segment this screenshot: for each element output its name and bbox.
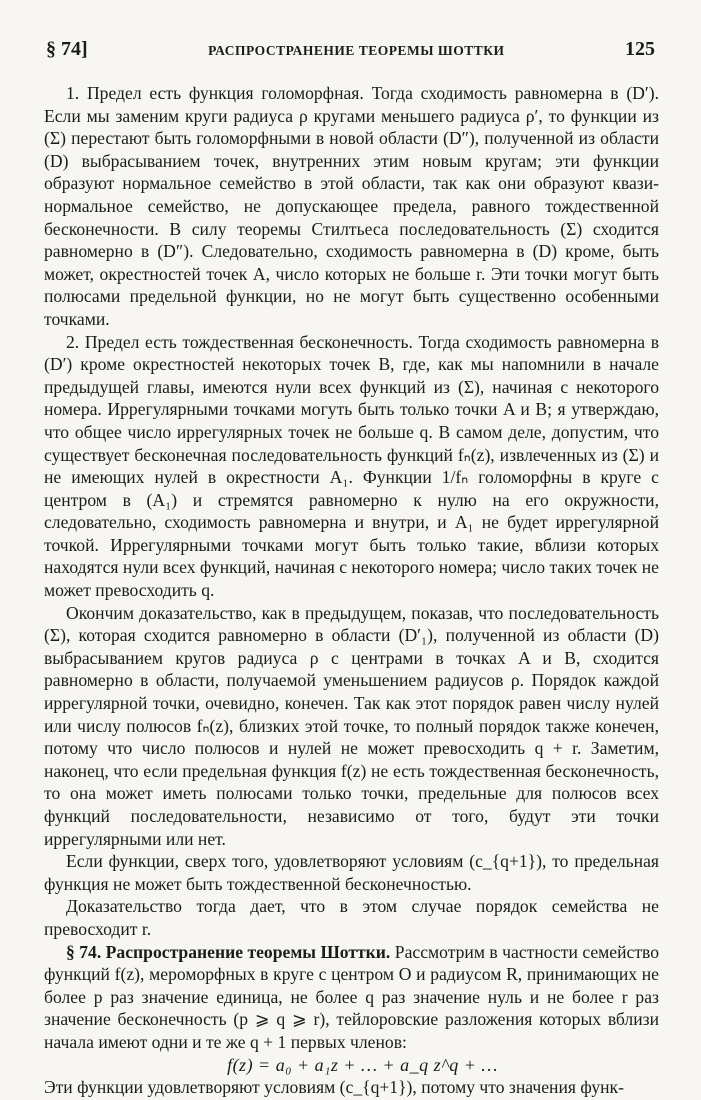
section-74-text: Рассмотрим в частности семейство функций f(z), мероморфных в круге с центром O и радиусом R, принимающих не более p раз значение единица, не более q раз значение нуль и не более r раз значение бесконечность (p ⩾ q ⩾ r), тейлоровские разложения которых вблизи начала имеют одни и те же q + 1 первых членов: (44, 941, 659, 1052)
paragraph-case-1: 1. Предел есть функция голоморфная. Тогда сходимость равномерна в (D′). Если мы заменим круги радиуса ρ кругами меньшего радиуса ρ′, то функции из (Σ) перестают быть голоморфными в новой области (D″), полученной из области (D) выбрасыванием точек, внутренних этим новым кругам; эти функции образуют нормальное семейство в этой области, так как они образуют квази-нормальное семейство, не допускающее предела, равного тождественной бесконечности. В силу теоремы Стилтьеса последовательность (Σ) сходится равномерно в (D″). Следовательно, сходимость равномерна в (D) кроме, быть может, окрестностей точек A, число которых не больше r. Эти точки могут быть полюсами предельной функции, но не могут быть существенно особенными точками. (44, 83, 659, 329)
page-number: 125 (625, 38, 655, 60)
paragraph-conclusion: Окончим доказательство, как в предыдущем, показав, что последовательность (Σ), которая сходится равномерно в области (D′₁), полученной из области (D) выбрасыванием кругов радиуса ρ с центрами в точках A и B, сходится равномерно в области, получаемой уменьшением радиусов ρ. Порядок каждой иррегулярной точки, очевидно, конечен. Так как этот порядок равен числу нулей или числу полюсов fₙ(z), близких этой точке, то полный порядок также конечен, потому что число полюсов и нулей не может превосходить q + r. Заметим, наконец, что если предельная функция f(z) не есть тождественная бесконечность, то она может иметь полюсами только точки, предельные для полюсов всех функций последовательности, независимо от того, будут эти точки иррегулярными или нет. (44, 602, 659, 849)
paragraph-order: Доказательство тогда дает, что в этом случае порядок семейства не превосходит r. (44, 896, 659, 939)
taylor-formula: f(z) = a₀ + a₁z + … + a_q z^q + … (227, 1054, 498, 1075)
header-title: РАСПРОСТРАНЕНИЕ ТЕОРЕМЫ ШОТТКИ (208, 43, 505, 58)
paragraph-condition: Если функции, сверх того, удовлетворяют условиям (c_{q+1}), то предельная функция не может быть тождественной бесконечностью. (44, 851, 659, 894)
page-body (44, 82, 659, 1099)
section-74-paragraph (44, 941, 659, 1054)
section-74-heading: § 74. Распространение теоремы Шоттки. (66, 941, 391, 962)
paragraph-continuation: Эти функции удовлетворяют условиям (c_{q+1}), потому что значения функ- (44, 1077, 624, 1098)
header-section-number: § 74] (46, 38, 88, 60)
paragraph-case-2: 2. Предел есть тождественная бесконечность. Тогда сходимость равномерна в (D′) кроме окрестностей некоторых точек B, где, как мы напомнили в начале предыдущей главы, имеются нули всех функций из (Σ), начиная с некоторого номера. Иррегулярными точками могуть быть только точки A и B; я утверждаю, что общее число иррегулярных точек не больше q. В самом деле, допустим, что существует бесконечная последовательность функций fₙ(z), извлеченных из (Σ) и не имеющих нулей в окрестности A₁. Функции 1/fₙ голоморфны в круге с центром в (A₁) и стремятся равномерно к нулю на его окружности, следовательно, сходимость равномерна и внутри, и A₁ не будет иррегулярной точкой. Иррегулярными точками могут быть только такие, вблизи которых находятся нули всех функций, начиная с некоторого номера; число таких точек не может превосходить q. (44, 331, 659, 601)
running-header (46, 38, 655, 61)
